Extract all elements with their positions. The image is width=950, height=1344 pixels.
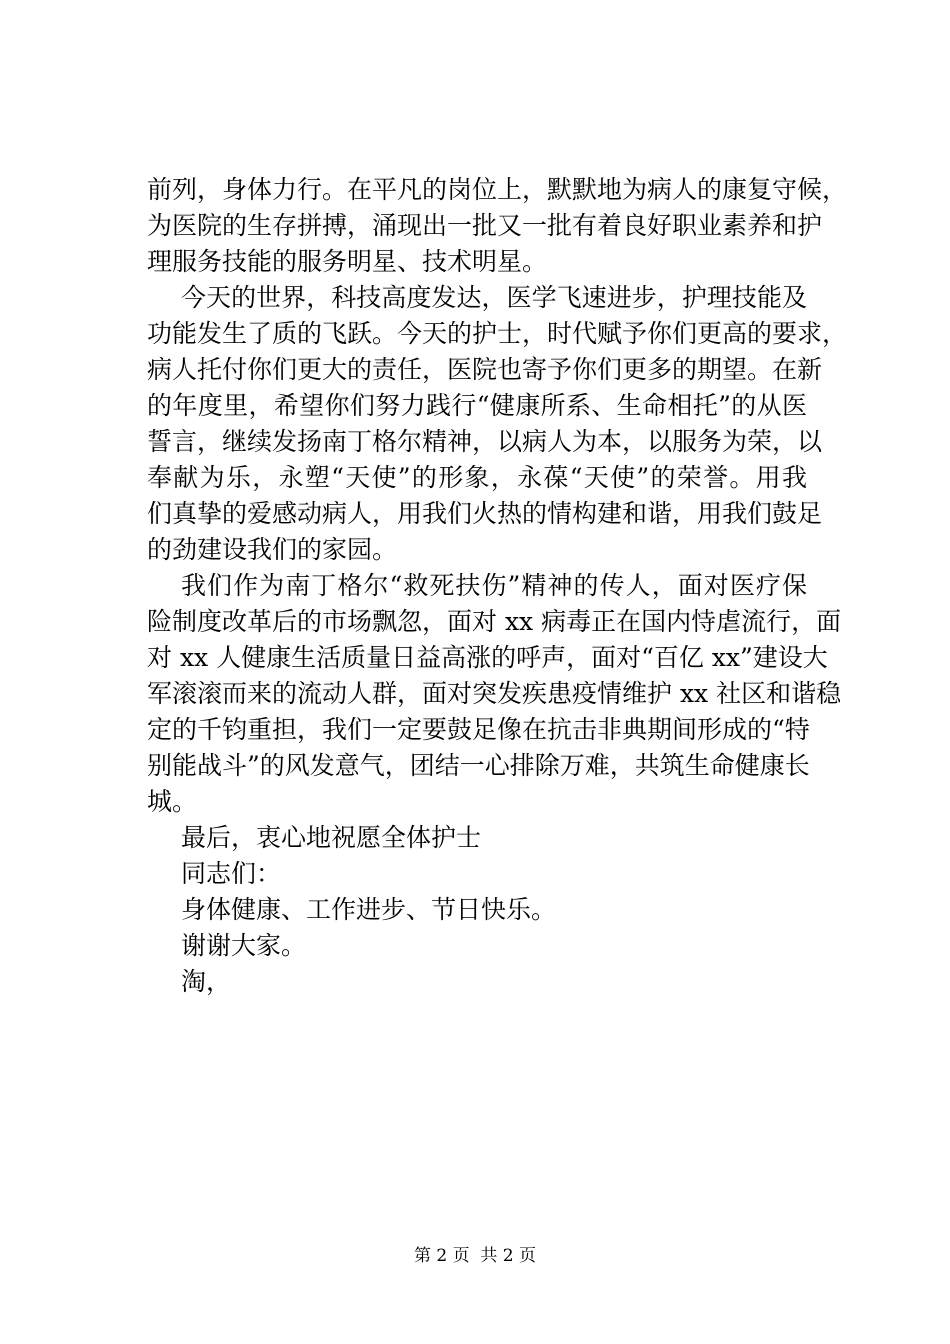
text-line: 的劲建设我们的家园。 — [147, 535, 398, 564]
document-body — [147, 172, 848, 1000]
text-line: 险制度改革后的市场飘忽，面对 xx 病毒正在国内恃虐流行，面 — [147, 607, 842, 636]
closing-line: 同志们： — [181, 859, 282, 888]
text-line: 誓言，继续发扬南丁格尔精神，以病人为本，以服务为荣，以 — [147, 427, 823, 456]
text-line: 为医院的生存拼搏，涌现出一批又一批有着良好职业素养和护 — [147, 211, 823, 240]
paragraph — [147, 280, 848, 568]
paragraph — [147, 568, 842, 820]
text-line: 军滚滚而来的流动人群，面对突发疾患疫情维护 xx 社区和谐稳 — [147, 679, 842, 708]
text-line: 奉献为乐，永塑“天使”的形象，永葆“天使”的荣誉。用我 — [147, 463, 807, 492]
text-line: 今天的世界，科技高度发达，医学飞速进步，护理技能及 — [181, 283, 807, 312]
closing-block — [147, 820, 807, 1000]
closing-line: 淘， — [181, 967, 232, 996]
closing-line: 谢谢大家。 — [181, 931, 307, 960]
text-line: 们真挚的爱感动病人，用我们火热的情构建和谐，用我们鼓足 — [147, 499, 823, 528]
text-line: 的年度里，希望你们努力践行“健康所系、生命相托”的从医 — [147, 391, 807, 420]
text-line: 别能战斗”的风发意气，团结一心排除万难，共筑生命健康长 — [147, 751, 810, 780]
closing-line: 身体健康、工作进步、节日快乐。 — [181, 895, 557, 924]
page-footer — [0, 1244, 950, 1268]
text-line: 城。 — [147, 787, 198, 816]
closing-line: 最后，衷心地祝愿全体护士 — [181, 823, 482, 852]
page-number-label: 第 2 页 共 2 页 — [413, 1246, 537, 1266]
text-line: 定的千钧重担，我们一定要鼓足像在抗击非典期间形成的“特 — [147, 715, 810, 744]
text-line: 病人托付你们更大的责任，医院也寄予你们更多的期望。在新 — [147, 355, 823, 384]
text-line: 我们作为南丁格尔“救死扶伤”精神的传人，面对医疗保 — [181, 571, 807, 600]
text-line: 理服务技能的服务明星、技术明星。 — [147, 247, 548, 276]
paragraph — [147, 172, 848, 280]
text-line: 功能发生了质的飞跃。今天的护士，时代赋予你们更高的要求， — [147, 319, 848, 348]
text-line: 前列，身体力行。在平凡的岗位上，默默地为病人的康复守候， — [147, 175, 848, 204]
text-line: 对 xx 人健康生活质量日益高涨的呼声，面对“百亿 xx”建设大 — [147, 643, 828, 672]
